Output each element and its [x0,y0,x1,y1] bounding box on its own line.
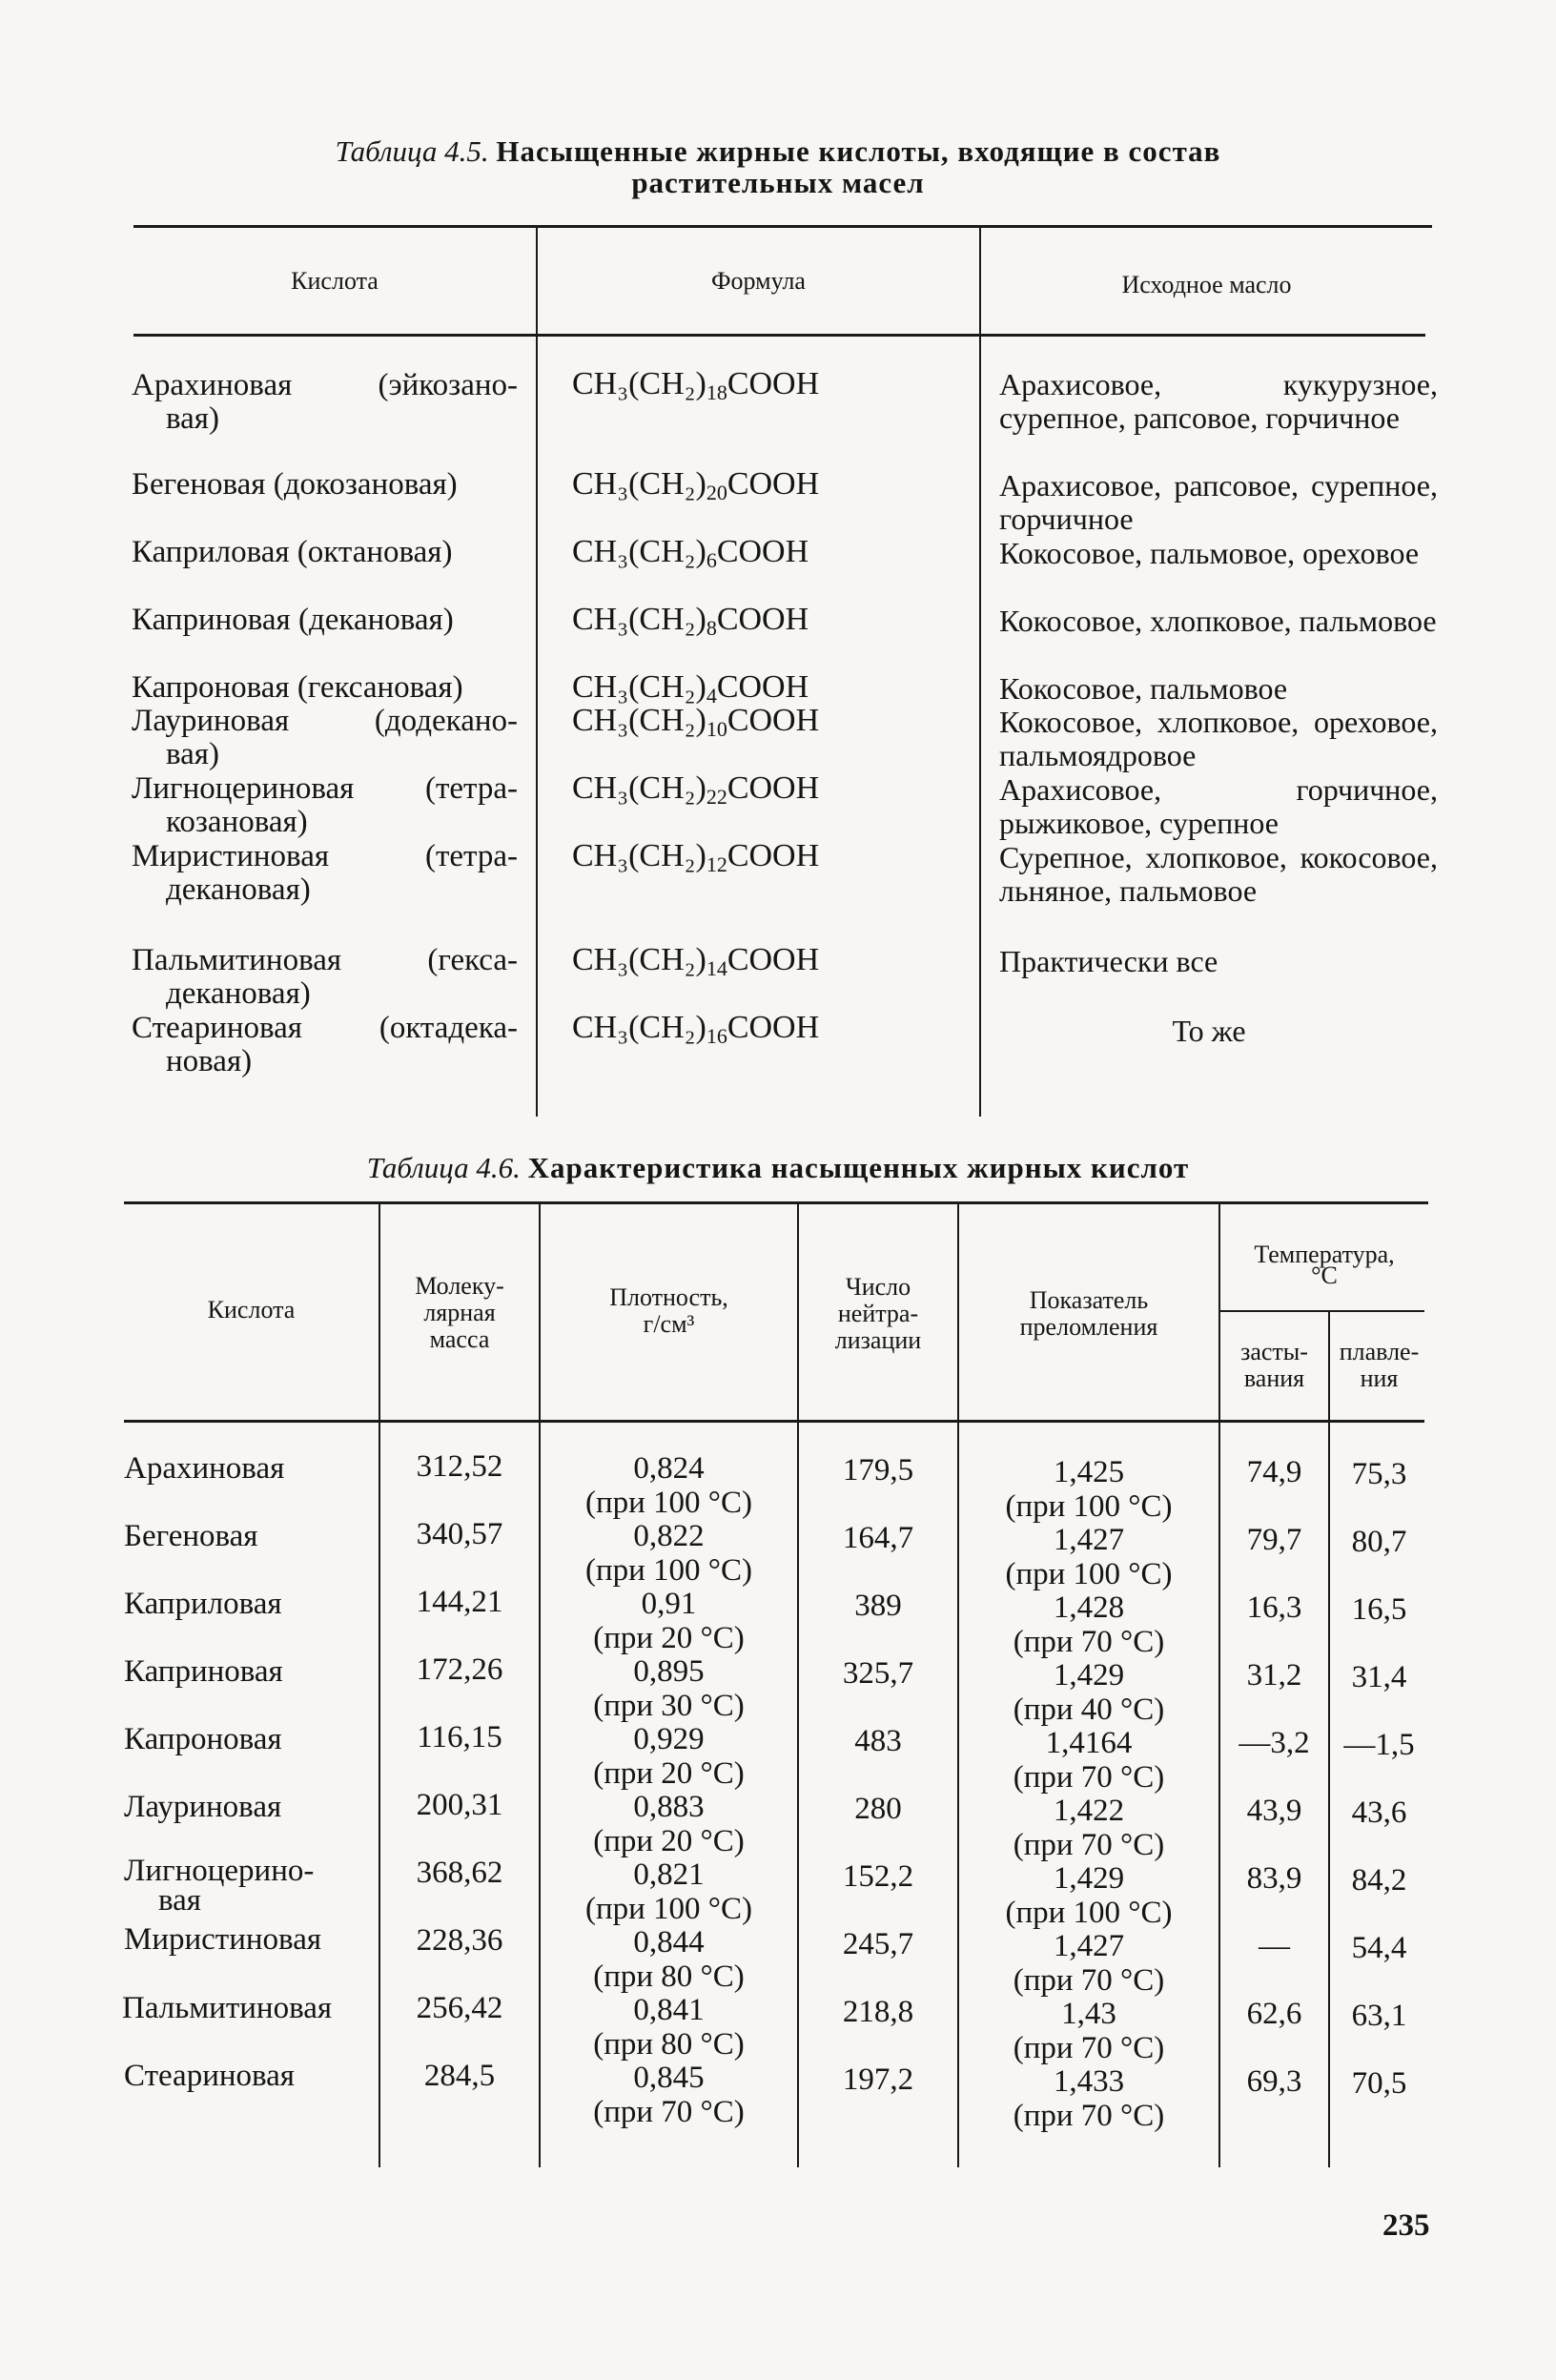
t45-formula-4: $CH_3(CH_2)_4COOH$ [572,669,809,708]
t46-density-7: 0,844 (при 80 °C) [593,1925,745,1994]
t46-neutral-9: 197,2 [842,2062,914,2097]
t46-mass-9: 284,5 [423,2059,496,2093]
t45-acid-9: Стеариновая (октадека- новая) [132,1011,518,1078]
t46-acid-4: Капроновая [124,1722,282,1756]
t46-header-refr: Показатель преломления [1019,1286,1158,1341]
t46-solid-7: — [1259,1929,1290,1963]
table45-caption-label: Таблица 4.5. [335,134,489,168]
t46-refr-7: 1,427 (при 70 °C) [1013,1929,1165,1998]
t46-neutral-6: 152,2 [842,1859,914,1894]
t46-neutral-4: 483 [854,1724,902,1758]
t45-formula-0: $CH_3(CH_2)_{18}COOH$ [572,366,820,404]
t46-mass-4: 116,15 [417,1720,502,1754]
t46-melt-0: 75,3 [1351,1457,1407,1491]
t45-acid-6: Лигноцериновая (тетра- козановая) [132,771,518,839]
t45-acid-3: Каприновая (декановая) [132,603,454,637]
t46-refr-3: 1,429 (при 40 °C) [1013,1658,1165,1727]
t45-formula-5: $CH_3(CH_2)_{10}COOH$ [572,703,820,741]
t46-refr-2: 1,428 (при 70 °C) [1013,1590,1165,1659]
table46-temp-rule [1220,1310,1424,1312]
t46-refr-4: 1,4164 (при 70 °C) [1013,1726,1165,1795]
t46-acid-8: Пальмитиновая [122,1991,333,2025]
t46-refr-9: 1,433 (при 70 °C) [1013,2064,1165,2133]
t46-acid-5: Лауриновая [124,1790,282,1824]
table45-header-oil: Исходное масло [1121,271,1292,298]
t46-density-9: 0,845 (при 70 °C) [593,2061,745,2129]
t45-formula-1: $CH_3(CH_2)_{20}COOH$ [572,466,820,504]
t46-melt-7: 54,4 [1351,1931,1407,1965]
t46-header-acid: Кислота [207,1296,296,1323]
t45-acid-1: Бегеновая (докозановая) [132,467,458,502]
t46-density-5: 0,883 (при 20 °C) [593,1790,745,1858]
t46-header-neutral: Число нейтра- лизации [834,1273,922,1354]
t46-acid-9: Стеариновая [124,2059,295,2093]
t45-formula-8: $CH_3(CH_2)_{14}COOH$ [572,942,820,980]
table45-header-rule [133,334,1425,337]
t46-neutral-7: 245,7 [842,1927,914,1961]
t46-refr-8: 1,43 (при 70 °C) [1013,1997,1165,2065]
t45-formula-9: $CH_3(CH_2)_{16}COOH$ [572,1010,820,1048]
t45-oil-4: Кокосовое, пальмовое [999,671,1288,706]
t46-mass-0: 312,52 [416,1449,503,1484]
t45-oil-9: То же [1172,1014,1246,1048]
t46-mass-2: 144,21 [416,1585,503,1619]
t45-formula-6: $CH_3(CH_2)_{22}COOH$ [572,770,820,809]
t45-oil-8: Практически все [999,944,1218,978]
table45-header-acid: Кислота [291,267,379,295]
t45-oil-3: Кокосовое, хлопковое, пальмовое [999,604,1437,638]
t45-acid-4: Капроновая (гексановая) [132,670,463,705]
table45-caption-line2 [0,165,1556,201]
t45-oil-1: Арахисовое, рапсовое, сурепное, горчичное [999,468,1438,536]
t46-neutral-3: 325,7 [842,1656,914,1691]
t46-melt-8: 63,1 [1351,1999,1407,2033]
t46-neutral-0: 179,5 [842,1453,914,1488]
t46-solid-6: 83,9 [1246,1861,1302,1896]
t46-melt-5: 43,6 [1351,1795,1407,1830]
page-number: 235 [1382,2208,1430,2243]
t45-oil-7: Сурепное, хлопковое, кокосовое, льняное, пальмовое [999,840,1438,908]
table46-caption [0,1150,1556,1186]
t46-density-6: 0,821 (при 100 °C) [584,1857,752,1926]
t46-density-3: 0,895 (при 30 °C) [593,1654,745,1723]
table46-top-rule [124,1201,1428,1204]
t45-oil-5: Кокосовое, хлопковое, ореховое, пальмоядровое [999,705,1438,772]
t46-acid-1: Бегеновая [124,1519,258,1553]
t46-acid-2: Каприловая [124,1587,282,1621]
t46-header-temp: Температура, °С [1254,1241,1395,1289]
t46-melt-4: —1,5 [1343,1728,1415,1762]
t46-refr-1: 1,427 (при 100 °C) [1005,1523,1173,1591]
t46-density-2: 0,91 (при 20 °C) [593,1587,745,1655]
t46-solid-9: 69,3 [1246,2064,1302,2099]
table45-header-formula: Формула [711,267,806,295]
table45-vline-2 [979,228,981,1117]
t46-melt-9: 70,5 [1351,2066,1407,2101]
t45-formula-7: $CH_3(CH_2)_{12}COOH$ [572,838,820,876]
table46-caption-label: Таблица 4.6. [366,1151,521,1184]
t46-neutral-8: 218,8 [842,1995,914,2029]
t46-refr-6: 1,429 (при 100 °C) [1005,1861,1173,1930]
t46-mass-6: 368,62 [416,1856,503,1890]
t45-acid-7: Миристиновая (тетра- декановая) [132,839,518,907]
t46-acid-7: Миристиновая [124,1922,322,1957]
t46-solid-5: 43,9 [1246,1794,1302,1828]
t46-solid-0: 74,9 [1246,1455,1302,1489]
t45-formula-2: $CH_3(CH_2)_6COOH$ [572,534,809,572]
t46-header-mass: Молеку- лярная масса [415,1272,504,1353]
t46-melt-3: 31,4 [1351,1660,1407,1694]
table46-header-rule [124,1420,1424,1423]
table45-vline-1 [536,228,538,1117]
t45-oil-2: Кокосовое, пальмовое, ореховое [999,536,1420,570]
t46-header-melt: плавле- ния [1339,1338,1420,1392]
t45-acid-8: Пальмитиновая (гекса- декановая) [132,943,518,1011]
table46-caption-title: Характеристика насыщенных жирных кислот [527,1151,1190,1184]
t46-mass-3: 172,26 [416,1652,503,1687]
t46-mass-8: 256,42 [416,1991,503,2025]
t46-mass-7: 228,36 [416,1923,503,1958]
table45-caption-title-2: растительных масел [631,166,925,199]
t46-melt-2: 16,5 [1351,1592,1407,1627]
t46-density-0: 0,824 (при 100 °C) [584,1451,752,1520]
table45-caption-title-1: Насыщенные жирные кислоты, входящие в состав [496,134,1221,168]
t46-acid-0: Арахиновая [124,1451,285,1486]
table45-top-rule [133,225,1432,228]
t46-melt-6: 84,2 [1351,1863,1407,1898]
t45-oil-6: Арахисовое, горчичное, рыжиковое, сурепное [999,772,1438,840]
t46-mass-1: 340,57 [416,1517,503,1551]
t46-solid-4: —3,2 [1239,1726,1310,1760]
t45-acid-2: Каприловая (октановая) [132,535,453,569]
t46-neutral-1: 164,7 [842,1521,914,1555]
t45-oil-0: Арахисовое, кукурузное, сурепное, рапсовое, горчичное [999,367,1438,435]
t46-refr-0: 1,425 (при 100 °C) [1005,1455,1173,1524]
t45-formula-3: $CH_3(CH_2)_8COOH$ [572,602,809,640]
t45-acid-0: Арахиновая (эйкозано- вая) [132,368,518,436]
t46-header-solid: засты- вания [1240,1338,1308,1392]
t46-acid-6: Лигноцерино- вая [124,1854,315,1918]
t46-solid-2: 16,3 [1246,1590,1302,1625]
t45-acid-5: Лауриновая (додекано- вая) [132,704,518,771]
t46-melt-1: 80,7 [1351,1525,1407,1559]
t46-solid-8: 62,6 [1246,1997,1302,2031]
t46-neutral-2: 389 [854,1589,902,1623]
t46-solid-1: 79,7 [1246,1523,1302,1557]
t46-header-density: Плотность, г/см³ [609,1283,728,1338]
t46-mass-5: 200,31 [416,1788,503,1822]
t46-neutral-5: 280 [854,1792,902,1826]
t46-solid-3: 31,2 [1246,1658,1302,1693]
t46-acid-3: Каприновая [124,1654,283,1689]
t46-density-8: 0,841 (при 80 °C) [593,1993,745,2062]
t46-density-4: 0,929 (при 20 °C) [593,1722,745,1791]
t46-density-1: 0,822 (при 100 °C) [584,1519,752,1588]
t46-refr-5: 1,422 (при 70 °C) [1013,1794,1165,1862]
